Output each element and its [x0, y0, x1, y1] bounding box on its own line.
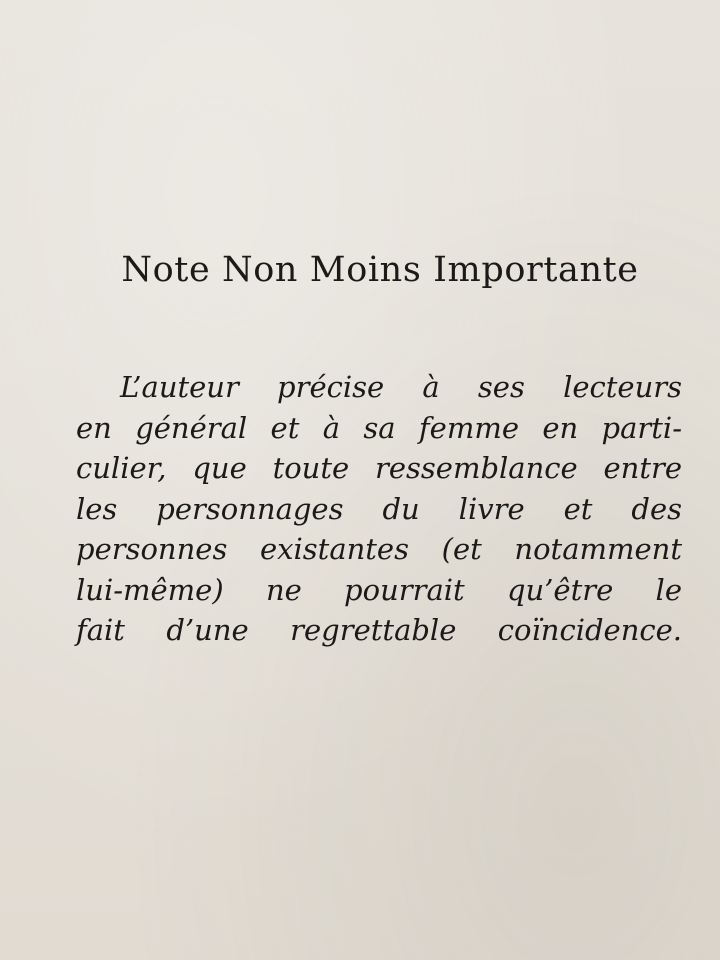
paragraph-line: lui-même) ne pourrait qu’être le [76, 572, 682, 607]
paragraph-line: en général et à sa femme en parti- [76, 410, 682, 445]
paragraph-line: les personnages du livre et des [76, 491, 682, 526]
paragraph-line: L’auteur précise à ses lecteurs [120, 370, 682, 404]
note-heading: Note Non Moins Importante [121, 250, 639, 290]
paragraph-line: personnes existantes (et notamment [76, 532, 682, 566]
paragraph-line: culier, que toute ressemblance entre [76, 451, 682, 485]
note-paragraph [76, 367, 682, 651]
paragraph-line: fait d’une regrettable coïncidence. [76, 613, 682, 647]
